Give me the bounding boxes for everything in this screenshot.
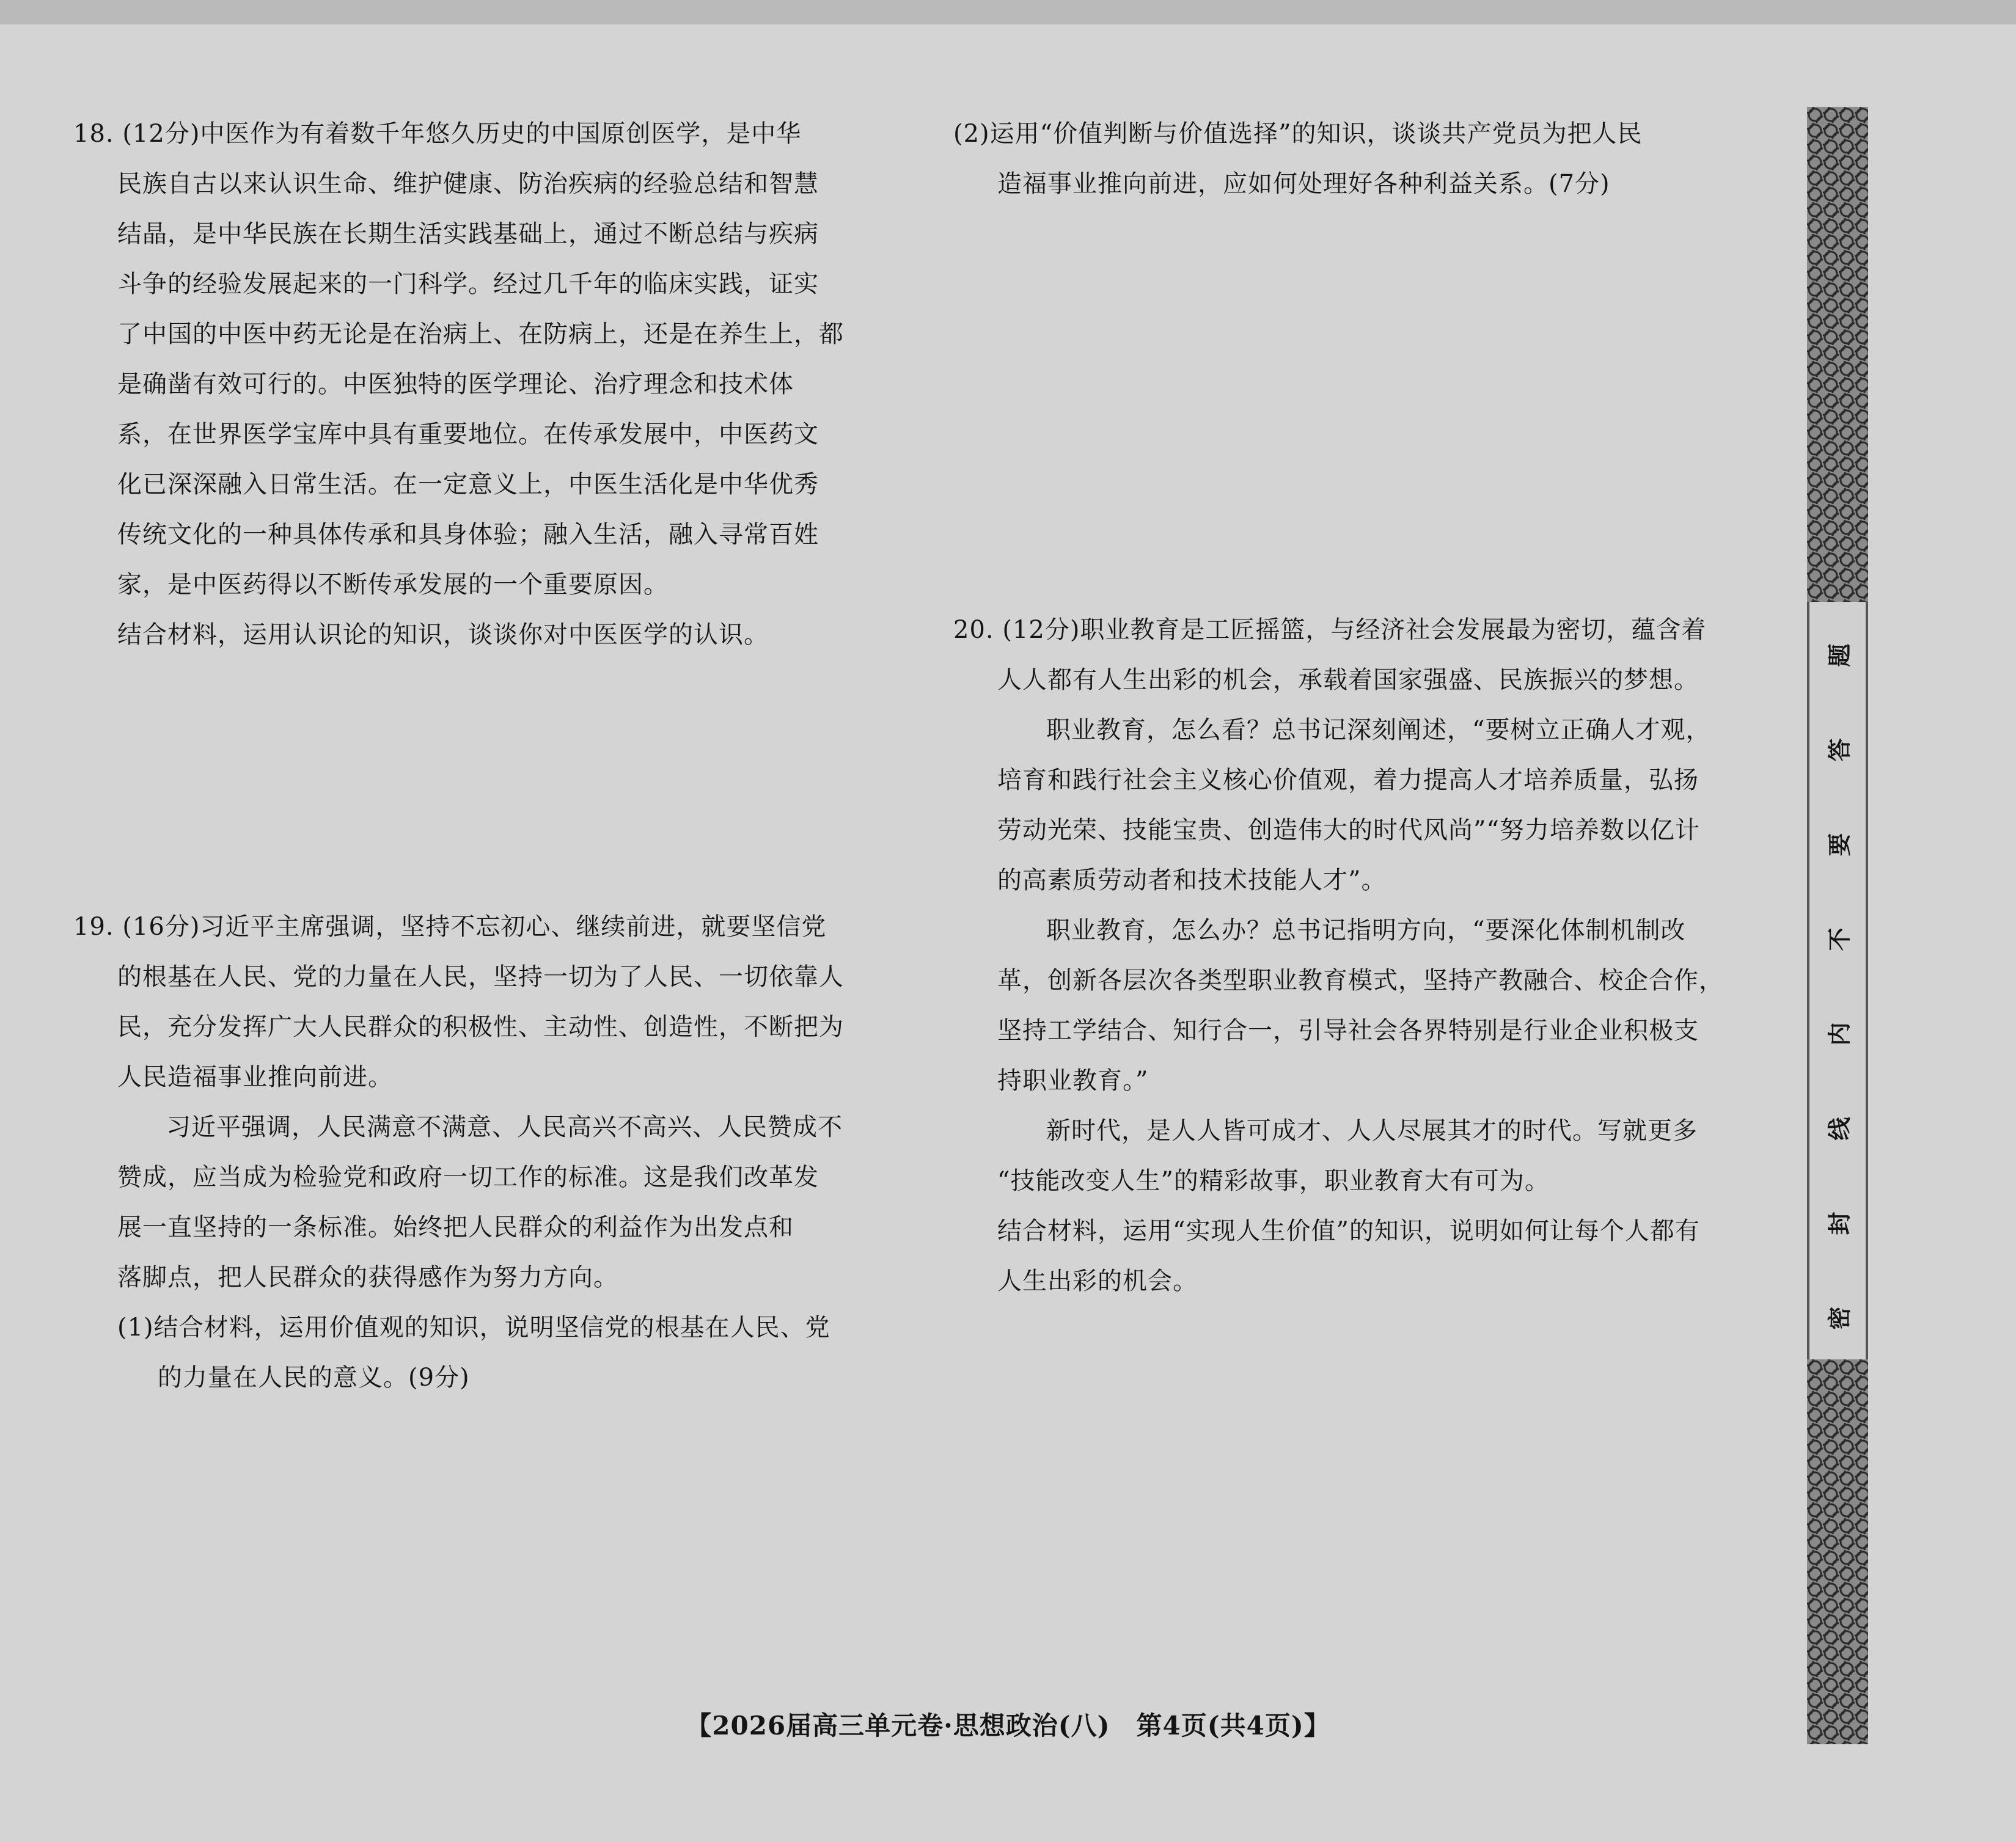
seal-char: 内 <box>1825 1022 1853 1046</box>
q18-prompt: 结合材料，运用认识论的知识，谈谈你对中医医学的认识。 <box>117 621 769 649</box>
scan-top-strip <box>0 0 2016 24</box>
q18-line: 斗争的经验发展起来的一门科学。经过几千年的临床实践，证实 <box>117 270 819 298</box>
question-20 <box>953 605 1742 1306</box>
q20-line: 新时代，是人人皆可成才、人人尽展其才的时代。写就更多 <box>1046 1117 1698 1145</box>
q20-line: 劳动光荣、技能宝贵、创造伟大的时代风尚”“努力培养数以亿计 <box>997 816 1700 844</box>
seal-line-band <box>1807 602 1868 1359</box>
seal-char: 题 <box>1825 643 1853 667</box>
q18-line: 结晶，是中华民族在长期生活实践基础上，通过不断总结与疾病 <box>117 220 819 248</box>
q19-line: 19. (16分)习近平主席强调，坚持不忘初心、继续前进，就要坚信党 <box>73 913 827 941</box>
binding-strip <box>1807 107 1868 1744</box>
q20-line: 培育和践行社会主义核心价值观，着力提高人才培养质量，弘扬 <box>997 766 1699 794</box>
q19-subquestion-2: (2)运用“价值判断与价值选择”的知识，谈谈共产党员为把人民 <box>953 120 1643 148</box>
binding-pattern-bottom <box>1807 1359 1868 1744</box>
q20-line: 坚持工学结合、知行合一，引导社会各界特别是行业企业积极支 <box>997 1017 1699 1045</box>
q20-line: 的高素质劳动者和技术技能人才”。 <box>997 866 1387 894</box>
q20-line: “技能改变人生”的精彩故事，职业教育大有可为。 <box>997 1167 1550 1195</box>
q18-line: 家，是中医药得以不断传承发展的一个重要原因。 <box>117 571 669 599</box>
question-19-part-2 <box>953 109 1742 209</box>
q19-subquestion-2: 造福事业推向前进，应如何处理好各种利益关系。(7分) <box>997 170 1610 198</box>
q20-prompt: 人生出彩的机会。 <box>997 1267 1198 1295</box>
right-column <box>953 109 1742 1306</box>
page-footer: 【2026届高三单元卷·思想政治(八) 第4页(共4页)】 <box>686 1711 1330 1741</box>
q20-line: 人人都有人生出彩的机会，承载着国家强盛、民族振兴的梦想。 <box>997 666 1699 694</box>
q18-line: 民族自古以来认识生命、维护健康、防治疾病的经验总结和智慧 <box>117 170 819 198</box>
q19-line: 落脚点，把人民群众的获得感作为努力方向。 <box>117 1263 618 1292</box>
q19-subquestion-1: (1)结合材料，运用价值观的知识，说明坚信党的根基在人民、党 <box>117 1314 830 1342</box>
left-column <box>73 109 880 1403</box>
seal-char: 线 <box>1825 1117 1853 1141</box>
q18-line: 18. (12分)中医作为有着数千年悠久历史的中国原创医学，是中华 <box>73 120 802 148</box>
q20-line: 职业教育，怎么办？总书记指明方向，“要深化体制机制改 <box>1046 916 1686 945</box>
seal-char: 封 <box>1825 1212 1853 1235</box>
seal-char: 不 <box>1825 927 1853 951</box>
q19-line: 展一直坚持的一条标准。始终把人民群众的利益作为出发点和 <box>117 1213 794 1241</box>
q20-line: 职业教育，怎么看？总书记深刻阐述，“要树立正确人才观， <box>1046 716 1711 744</box>
seal-char: 答 <box>1825 738 1853 762</box>
q20-line: 持职业教育。” <box>997 1067 1149 1095</box>
q19-line: 民，充分发挥广大人民群众的积极性、主动性、创造性，不断把为 <box>117 1013 844 1041</box>
q19-line: 习近平强调，人民满意不满意、人民高兴不高兴、人民赞成不 <box>166 1113 843 1141</box>
seal-char: 密 <box>1825 1306 1853 1330</box>
question-18 <box>73 109 880 660</box>
binding-pattern-top <box>1807 107 1868 602</box>
q18-line: 传统文化的一种具体传承和具身体验；融入生活，融入寻常百姓 <box>117 521 819 549</box>
q20-prompt: 结合材料，运用“实现人生价值”的知识，说明如何让每个人都有 <box>997 1217 1700 1245</box>
q18-line: 化已深深融入日常生活。在一定意义上，中医生活化是中华优秀 <box>117 470 819 499</box>
q19-line: 人民造福事业推向前进。 <box>117 1063 393 1091</box>
q18-line: 是确凿有效可行的。中医独特的医学理论、治疗理念和技术体 <box>117 370 794 398</box>
seal-char: 要 <box>1825 833 1853 857</box>
q18-line: 了中国的中医中药无论是在治病上、在防病上，还是在养生上，都 <box>117 320 844 348</box>
q19-line: 的根基在人民、党的力量在人民，坚持一切为了人民、一切依靠人 <box>117 963 844 991</box>
q20-line: 革，创新各层次各类型职业教育模式，坚持产教融合、校企合作， <box>997 967 1724 995</box>
q18-line: 系，在世界医学宝库中具有重要地位。在传承发展中，中医药文 <box>117 420 819 448</box>
q19-line: 赞成，应当成为检验党和政府一切工作的标准。这是我们改革发 <box>117 1163 819 1191</box>
question-19 <box>73 902 880 1403</box>
q19-subquestion-1: 的力量在人民的意义。(9分) <box>158 1364 470 1392</box>
q20-line: 20. (12分)职业教育是工匠摇篮，与经济社会发展最为密切，蕴含着 <box>953 616 1707 644</box>
